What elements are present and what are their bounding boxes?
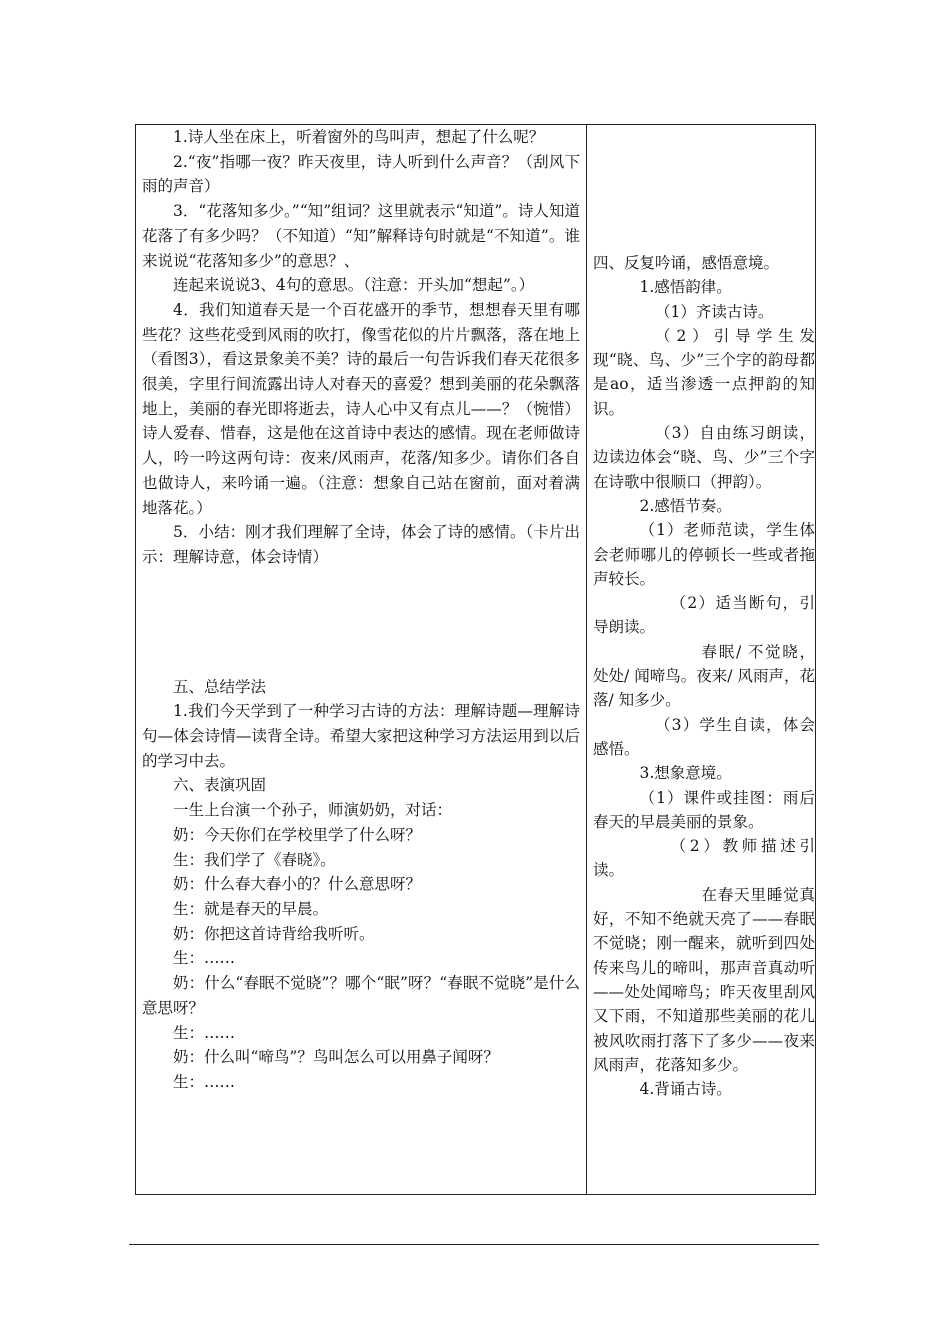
left-paragraph: 奶：你把这首诗背给我听听。 — [173, 924, 375, 943]
right-paragraph: （2）教师描述引读。 — [593, 837, 815, 880]
left-paragraph: 生：就是春天的早晨。 — [173, 899, 329, 918]
left-paragraph: 4．我们知道春天是一个百花盛开的季节，想想春天里有哪些花？这些花受到风雨的吹打，像雪花似的片片飘落，落在地上（看图3），看这景象美不美？诗的最后一句告诉我们春天花很多很美，字里行间流露出诗人对春天的喜爱？想到美丽的花朵飘落地上，美丽的春光即将逝去，诗人心中又有点儿——？（惋惜）诗人爱春、惜春，这是他在这首诗中表达的感情。现在老师做诗人，吟一吟这两句诗：夜来/风雨声，花落/知多少。请你们各自也做诗人，来吟诵一遍。（注意：想象自己站在窗前，面对着满地落花。） — [142, 300, 580, 517]
left-paragraph: 六、表演巩固 — [173, 776, 267, 795]
right-paragraph: （2）适当断句，引导朗读。 — [593, 594, 815, 637]
right-paragraph: （1）课件或挂图：雨后春天的早晨美丽的景象。 — [593, 788, 815, 831]
footer-rule — [129, 1244, 819, 1245]
right-column — [593, 251, 815, 1101]
column-divider — [586, 125, 587, 1194]
right-paragraph: （2）引导学生发现“晓、鸟、少”三个字的韵母都是ao，适当渗透一点押韵的知识。 — [593, 326, 815, 418]
left-paragraph: 生：…… — [173, 1072, 236, 1091]
blank-gap — [142, 585, 580, 659]
right-paragraph: （1）齐读古诗。 — [655, 302, 774, 321]
left-paragraph: 奶：今天你们在学校里学了什么呀？ — [173, 825, 422, 844]
left-paragraph: 一生上台演一个孙子，师演奶奶，对话： — [173, 801, 453, 820]
right-paragraph: 3.想象意境。 — [639, 764, 732, 783]
left-paragraph: 3．“花落知多少。”“知”组词？这里就表示“知道”。诗人知道花落了有多少吗？（不知道）“知”解释诗句时就是“不知道”。谁来说说“花落知多少”的意思？、 — [142, 202, 580, 270]
left-paragraph: 1.诗人坐在床上，听着窗外的鸟叫声，想起了什么呢？ — [173, 128, 545, 146]
left-paragraph: 奶：什么叫“啼鸟”？鸟叫怎么可以用鼻子闻呀？ — [173, 1048, 499, 1067]
right-paragraph: 4.背诵古诗。 — [639, 1080, 732, 1099]
right-paragraph: 1.感悟韵律。 — [639, 278, 732, 297]
left-paragraph: 连起来说说3、4句的意思。（注意：开头加“想起”。） — [173, 276, 535, 295]
left-paragraph: 生：…… — [173, 949, 236, 968]
left-paragraph: 奶：什么“春眠不觉晓”？哪个“眠”呀？“春眠不觉晓”是什么意思呀？ — [142, 974, 580, 1017]
right-paragraph: 四、反复吟诵，感悟意境。 — [593, 254, 780, 272]
lesson-plan-table — [135, 124, 816, 1195]
left-paragraph: 奶：什么春大春小的？什么意思呀？ — [173, 875, 422, 894]
left-paragraph: 2.“夜”指哪一夜？昨天夜里，诗人听到什么声音？（刮风下雨的声音） — [142, 152, 580, 196]
left-paragraph: 五、总结学法 — [173, 677, 267, 696]
right-paragraph: （3）学生自读，体会感悟。 — [593, 715, 815, 758]
left-column — [142, 125, 580, 1095]
right-paragraph: （3）自由练习朗读，边读边体会“晓、鸟、少”三个字在诗歌中很顺口（押韵）。 — [593, 424, 815, 491]
left-paragraph: 生：…… — [173, 1023, 236, 1042]
right-paragraph: 在春天里睡觉真好，不知不绝就天亮了——春眠不觉晓；刚一醒来，就听到四处传来鸟儿的啼叫，那声音真动听——处处闻啼鸟；昨天夜里刮风又下雨，不知道那些美丽的花儿被风吹雨打落下了多少——夜来风雨声，花落知多少。 — [593, 885, 815, 1074]
right-paragraph: 春眠/ 不觉晓，处处/ 闻啼鸟。夜来/ 风雨声，花落/ 知多少。 — [593, 642, 815, 710]
left-paragraph: 1.我们今天学到了一种学习古诗的方法：理解诗题—理解诗句—体会诗情—读背全诗。希望大家把这种学习方法运用到以后的学习中去。 — [142, 702, 580, 770]
left-paragraph: 生：我们学了《春晓》。 — [173, 850, 336, 869]
left-paragraph: 5．小结：刚才我们理解了全诗，体会了诗的感情。（卡片出示：理解诗意，体会诗情） — [142, 523, 580, 566]
right-paragraph: 2.感悟节奏。 — [639, 496, 732, 515]
right-paragraph: （1）老师范读，学生体会老师哪儿的停顿长一些或者拖声较长。 — [593, 521, 815, 588]
